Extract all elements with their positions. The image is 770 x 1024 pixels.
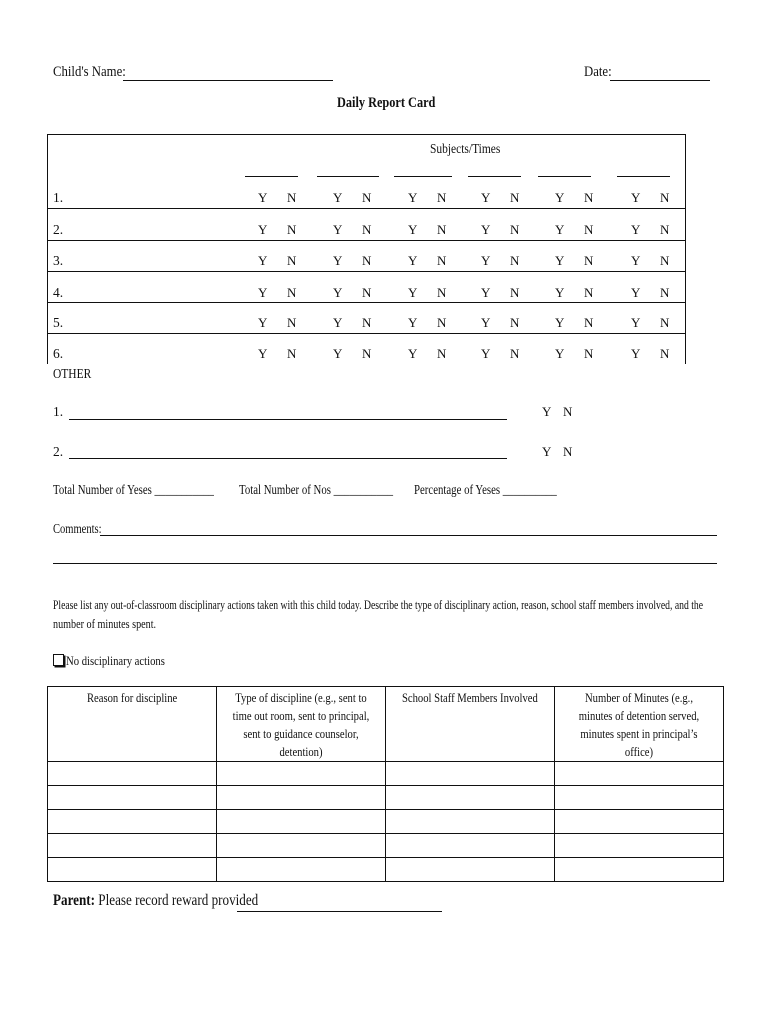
no-option[interactable]: N xyxy=(660,222,670,237)
no-option[interactable]: N xyxy=(362,346,372,361)
table-row xyxy=(48,810,724,834)
no-option[interactable]: N xyxy=(437,285,447,300)
yes-option[interactable]: Y xyxy=(481,315,491,330)
other-item-field[interactable] xyxy=(69,458,507,459)
no-option[interactable]: N xyxy=(660,285,670,300)
table-cell[interactable] xyxy=(217,810,386,834)
yes-option[interactable]: Y xyxy=(631,285,641,300)
subject-time-blank[interactable] xyxy=(394,176,452,177)
yes-option[interactable]: Y xyxy=(333,285,343,300)
yes-option[interactable]: Y xyxy=(631,222,641,237)
no-disciplinary-actions-checkbox[interactable] xyxy=(53,654,64,666)
grid-row-divider xyxy=(47,240,686,241)
yes-option[interactable]: Y xyxy=(408,285,418,300)
grid-row-number: 6. xyxy=(53,346,64,361)
no-option[interactable]: N xyxy=(584,346,594,361)
table-cell[interactable] xyxy=(48,762,217,786)
yes-option[interactable]: Y xyxy=(258,190,268,205)
table-cell[interactable] xyxy=(386,786,555,810)
yes-option[interactable]: Y xyxy=(408,253,418,268)
child-name-label: Child's Name: xyxy=(53,64,126,80)
yes-option[interactable]: Y xyxy=(555,222,565,237)
grid-row-number: 4. xyxy=(53,285,64,300)
parent-label: Parent: xyxy=(53,892,96,909)
no-option[interactable]: N xyxy=(584,190,594,205)
yes-option[interactable]: Y xyxy=(481,346,491,361)
no-option[interactable]: N xyxy=(510,222,520,237)
no-option[interactable]: N xyxy=(362,253,372,268)
percentage-yeses[interactable]: Percentage of Yeses __________ xyxy=(414,482,557,497)
subject-time-blank[interactable] xyxy=(617,176,670,177)
yes-option[interactable]: Y xyxy=(333,222,343,237)
date-label: Date: xyxy=(584,64,612,80)
no-option[interactable]: N xyxy=(584,285,594,300)
table-row xyxy=(48,786,724,810)
other-item-number: 2. xyxy=(53,444,64,459)
no-option[interactable]: N xyxy=(287,222,297,237)
other-label: OTHER xyxy=(53,366,92,381)
no-option[interactable]: N xyxy=(660,253,670,268)
grid-row-divider xyxy=(47,333,686,334)
subject-time-blank[interactable] xyxy=(317,176,379,177)
no-option[interactable]: N xyxy=(584,253,594,268)
yes-option[interactable]: Y xyxy=(258,222,268,237)
no-option[interactable]: N xyxy=(362,315,372,330)
yes-option[interactable]: Y xyxy=(408,190,418,205)
no-option[interactable]: N xyxy=(660,315,670,330)
yes-option[interactable]: Y xyxy=(555,190,565,205)
no-option[interactable]: N xyxy=(437,253,447,268)
table-cell[interactable] xyxy=(48,834,217,858)
yes-option[interactable]: Y xyxy=(555,285,565,300)
table-cell[interactable] xyxy=(48,810,217,834)
other-no[interactable]: N xyxy=(563,444,573,459)
instructions-line-1: Please list any out-of-classroom disciplinary actions taken with this child today. Describe the type of disciplinary action, reason, school staff members involved, and the xyxy=(53,597,704,612)
table-cell[interactable] xyxy=(555,786,724,810)
comments-field-line-2[interactable] xyxy=(53,563,717,564)
table-cell[interactable] xyxy=(555,810,724,834)
no-option[interactable]: N xyxy=(510,253,520,268)
no-option[interactable]: N xyxy=(584,222,594,237)
no-option[interactable]: N xyxy=(287,253,297,268)
child-name-field[interactable] xyxy=(123,80,333,81)
header-type: Type of discipline (e.g., sent to time out room, sent to principal, sent to guidance counselor, detention) xyxy=(217,687,386,762)
yes-option[interactable]: Y xyxy=(481,253,491,268)
table-cell[interactable] xyxy=(386,762,555,786)
grid-row-divider xyxy=(47,271,686,272)
yes-option[interactable]: Y xyxy=(258,285,268,300)
header-reason: Reason for discipline xyxy=(48,687,217,762)
table-row xyxy=(48,762,724,786)
grid-row-divider xyxy=(47,208,686,209)
yes-option[interactable]: Y xyxy=(555,346,565,361)
yes-option[interactable]: Y xyxy=(333,253,343,268)
discipline-table-header xyxy=(48,687,724,762)
table-cell[interactable] xyxy=(555,858,724,882)
yes-option[interactable]: Y xyxy=(555,315,565,330)
table-cell[interactable] xyxy=(386,810,555,834)
yes-option[interactable]: Y xyxy=(258,315,268,330)
yes-option[interactable]: Y xyxy=(333,346,343,361)
yes-option[interactable]: Y xyxy=(258,346,268,361)
no-option[interactable]: N xyxy=(362,285,372,300)
table-cell[interactable] xyxy=(386,858,555,882)
date-field[interactable] xyxy=(610,80,710,81)
yes-option[interactable]: Y xyxy=(258,253,268,268)
yes-option[interactable]: Y xyxy=(481,285,491,300)
no-option[interactable]: N xyxy=(437,222,447,237)
no-option[interactable]: N xyxy=(584,315,594,330)
table-cell[interactable] xyxy=(555,762,724,786)
subjects-times-label: Subjects/Times xyxy=(430,141,501,156)
no-option[interactable]: N xyxy=(510,285,520,300)
table-cell[interactable] xyxy=(217,858,386,882)
grid-row-number: 3. xyxy=(53,253,64,268)
no-option[interactable]: N xyxy=(362,222,372,237)
yes-option[interactable]: Y xyxy=(631,190,641,205)
yes-option[interactable]: Y xyxy=(631,253,641,268)
grid-row-number: 1. xyxy=(53,190,64,205)
table-cell[interactable] xyxy=(48,858,217,882)
yes-option[interactable]: Y xyxy=(333,315,343,330)
total-nos[interactable]: Total Number of Nos ___________ xyxy=(239,482,394,497)
reward-text: Please record reward provided xyxy=(98,892,259,909)
no-option[interactable]: N xyxy=(362,190,372,205)
table-row xyxy=(48,858,724,882)
table-cell[interactable] xyxy=(48,786,217,810)
subject-time-blank[interactable] xyxy=(538,176,591,177)
yes-option[interactable]: Y xyxy=(408,346,418,361)
no-option[interactable]: N xyxy=(510,346,520,361)
page-title: Daily Report Card xyxy=(337,95,436,111)
comments-field[interactable] xyxy=(100,535,717,536)
yes-option[interactable]: Y xyxy=(481,190,491,205)
yes-option[interactable]: Y xyxy=(408,222,418,237)
total-yeses[interactable]: Total Number of Yeses ___________ xyxy=(53,482,214,497)
yes-option[interactable]: Y xyxy=(481,222,491,237)
yes-option[interactable]: Y xyxy=(631,315,641,330)
table-cell[interactable] xyxy=(386,834,555,858)
table-cell[interactable] xyxy=(555,834,724,858)
header-minutes: Number of Minutes (e.g., minutes of detention served, minutes spent in principal’s office) xyxy=(555,687,724,762)
yes-option[interactable]: Y xyxy=(408,315,418,330)
reward-field[interactable] xyxy=(237,911,442,912)
no-option[interactable]: N xyxy=(510,315,520,330)
no-option[interactable]: N xyxy=(437,315,447,330)
no-option[interactable]: N xyxy=(287,346,297,361)
subject-time-blank[interactable] xyxy=(468,176,521,177)
no-option[interactable]: N xyxy=(437,190,447,205)
no-option[interactable]: N xyxy=(660,346,670,361)
yes-option[interactable]: Y xyxy=(631,346,641,361)
other-yes[interactable]: Y xyxy=(542,404,552,419)
other-yes[interactable]: Y xyxy=(542,444,552,459)
comments-label: Comments: xyxy=(53,521,102,536)
no-option[interactable]: N xyxy=(287,285,297,300)
other-item-number: 1. xyxy=(53,404,64,419)
instructions-line-2: number of minutes spent. xyxy=(53,616,157,631)
table-cell[interactable] xyxy=(217,786,386,810)
no-option[interactable]: N xyxy=(510,190,520,205)
grid-row-number: 5. xyxy=(53,315,64,330)
table-cell[interactable] xyxy=(217,834,386,858)
header-staff: School Staff Members Involved xyxy=(386,687,555,762)
no-option[interactable]: N xyxy=(287,190,297,205)
other-no[interactable]: N xyxy=(563,404,573,419)
no-disciplinary-actions-label: No disciplinary actions xyxy=(66,653,165,668)
no-option[interactable]: N xyxy=(660,190,670,205)
no-option[interactable]: N xyxy=(287,315,297,330)
parent-reward-line xyxy=(53,892,303,910)
subject-time-blank[interactable] xyxy=(245,176,298,177)
table-row xyxy=(48,834,724,858)
discipline-table xyxy=(47,686,724,882)
other-item-field[interactable] xyxy=(69,419,507,420)
grid-row-number: 2. xyxy=(53,222,64,237)
yes-option[interactable]: Y xyxy=(333,190,343,205)
no-option[interactable]: N xyxy=(437,346,447,361)
table-cell[interactable] xyxy=(217,762,386,786)
yes-option[interactable]: Y xyxy=(555,253,565,268)
grid-row-divider xyxy=(47,302,686,303)
